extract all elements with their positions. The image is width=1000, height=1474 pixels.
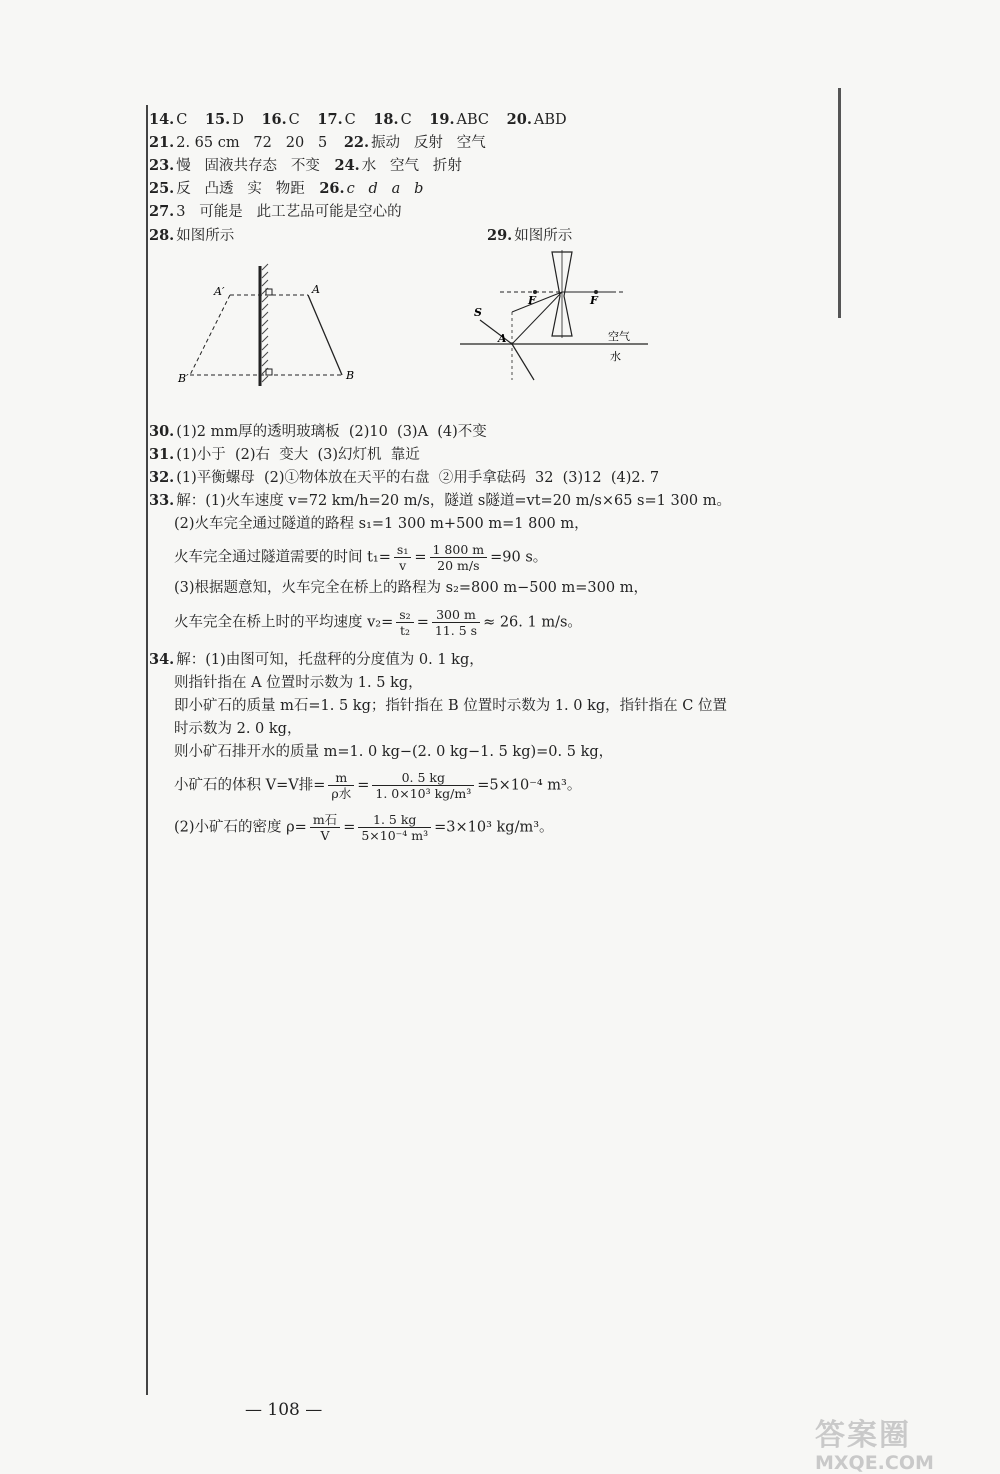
page-number: — 108 — [245,1400,323,1420]
answer-34-line6: 小矿石的体积 V=V排= $\frac{m}{\text{ρ水}}$ = $\frac{0. 5 kg}{\text{1. 0×10³ kg/m³}}$ =5×10⁻⁴ m³。 [174,770,582,801]
answer-34-line7: (2)小矿石的密度 ρ= $\frac{\text{m石}}{V}$ = $\frac{1. 5 kg}{\text{5×10⁻⁴ m³}}$ =3×10³ kg/m³。 [174,812,554,843]
label-F-right: F [590,294,598,307]
answer-34-line2: 则指针指在 A 位置时示数为 1. 5 kg， [174,675,423,691]
answer-34-line4: 时示数为 2. 0 kg， [174,721,302,737]
answers-21-22: 21. 2. 65 cm 72 20 5 22. 振动 反射 空气 [149,134,486,151]
answer-34-line5: 则小矿石排开水的质量 m=1. 0 kg−(2. 0 kg−1. 5 kg)=0. 5 kg， [174,744,614,760]
answer-34: 34. 解：(1)由图可知，托盘秤的分度值为 0. 1 kg， [149,651,484,668]
answer-31: 31. (1)小于 (2)右 变大 (3)幻灯机 靠近 [149,446,420,463]
answers-14-20: 14. C 15. D 16. C 17. C 18. C 19. ABC 20. ABD [149,111,567,128]
answer-34-line3: 即小矿石的质量 m石=1. 5 kg；指针指在 B 位置时示数为 1. 0 kg，指针指在 C 位置 [174,698,727,714]
answers-25-26: 25. 反 凸透 实 物距 26. c d a b [149,180,424,197]
answer-33-line2: (2)火车完全通过隧道的路程 s₁=1 300 m+500 m=1 800 m， [174,516,589,532]
answers-23-24: 23. 慢 固液共存态 不变 24. 水 空气 折射 [149,157,462,174]
label-A: A [498,332,507,345]
label-air: 空气 [608,330,630,343]
label-water: 水 [610,350,621,363]
answer-33-line5: 火车完全在桥上时的平均速度 v₂= $\frac{\text{s₂}}{\text{t₂}}$ = $\frac{300 m}{11. 5 s}$ ≈ 26. 1 m/s。 [174,607,582,638]
figure-29-lens-refraction [460,250,660,390]
answer-28-label: 28. 如图所示 [149,227,235,244]
label-F-left: F [528,294,536,307]
label-B: B [346,369,355,382]
answer-27: 27. 3 可能是 此工艺品可能是空心的 [149,203,402,220]
left-margin-line [146,105,148,1395]
label-A: A [312,283,320,296]
right-scan-edge [838,88,841,318]
answer-29-label: 29. 如图所示 [487,227,573,244]
answer-32: 32. (1)平衡螺母 (2)①物体放在天平的右盘 ②用手拿砝码 32 (3)12 (4)2. 7 [149,469,660,486]
label-A-prime: A′ [214,285,225,298]
answer-33-line3: 火车完全通过隧道需要的时间 t₁= $\frac{\text{s₁}}{v}$ = $\frac{1 800 m}{20 m/s}$ =90 s。 [174,542,548,573]
figure-28-plane-mirror [170,262,370,390]
answer-33: 33. 解：(1)火车速度 v=72 km/h=20 m/s，隧道 s隧道=vt=20 m/s×65 s=1 300 m。 [149,492,731,509]
watermark-logo: 答案圈 MXQE.COM [815,1418,934,1474]
answer-33-line4: (3)根据题意知，火车完全在桥上的路程为 s₂=800 m−500 m=300 m， [174,580,648,596]
label-S: S [474,306,482,319]
label-B-prime: B′ [178,372,189,385]
answer-30: 30. (1)2 mm厚的透明玻璃板 (2)10 (3)A (4)不变 [149,423,487,440]
